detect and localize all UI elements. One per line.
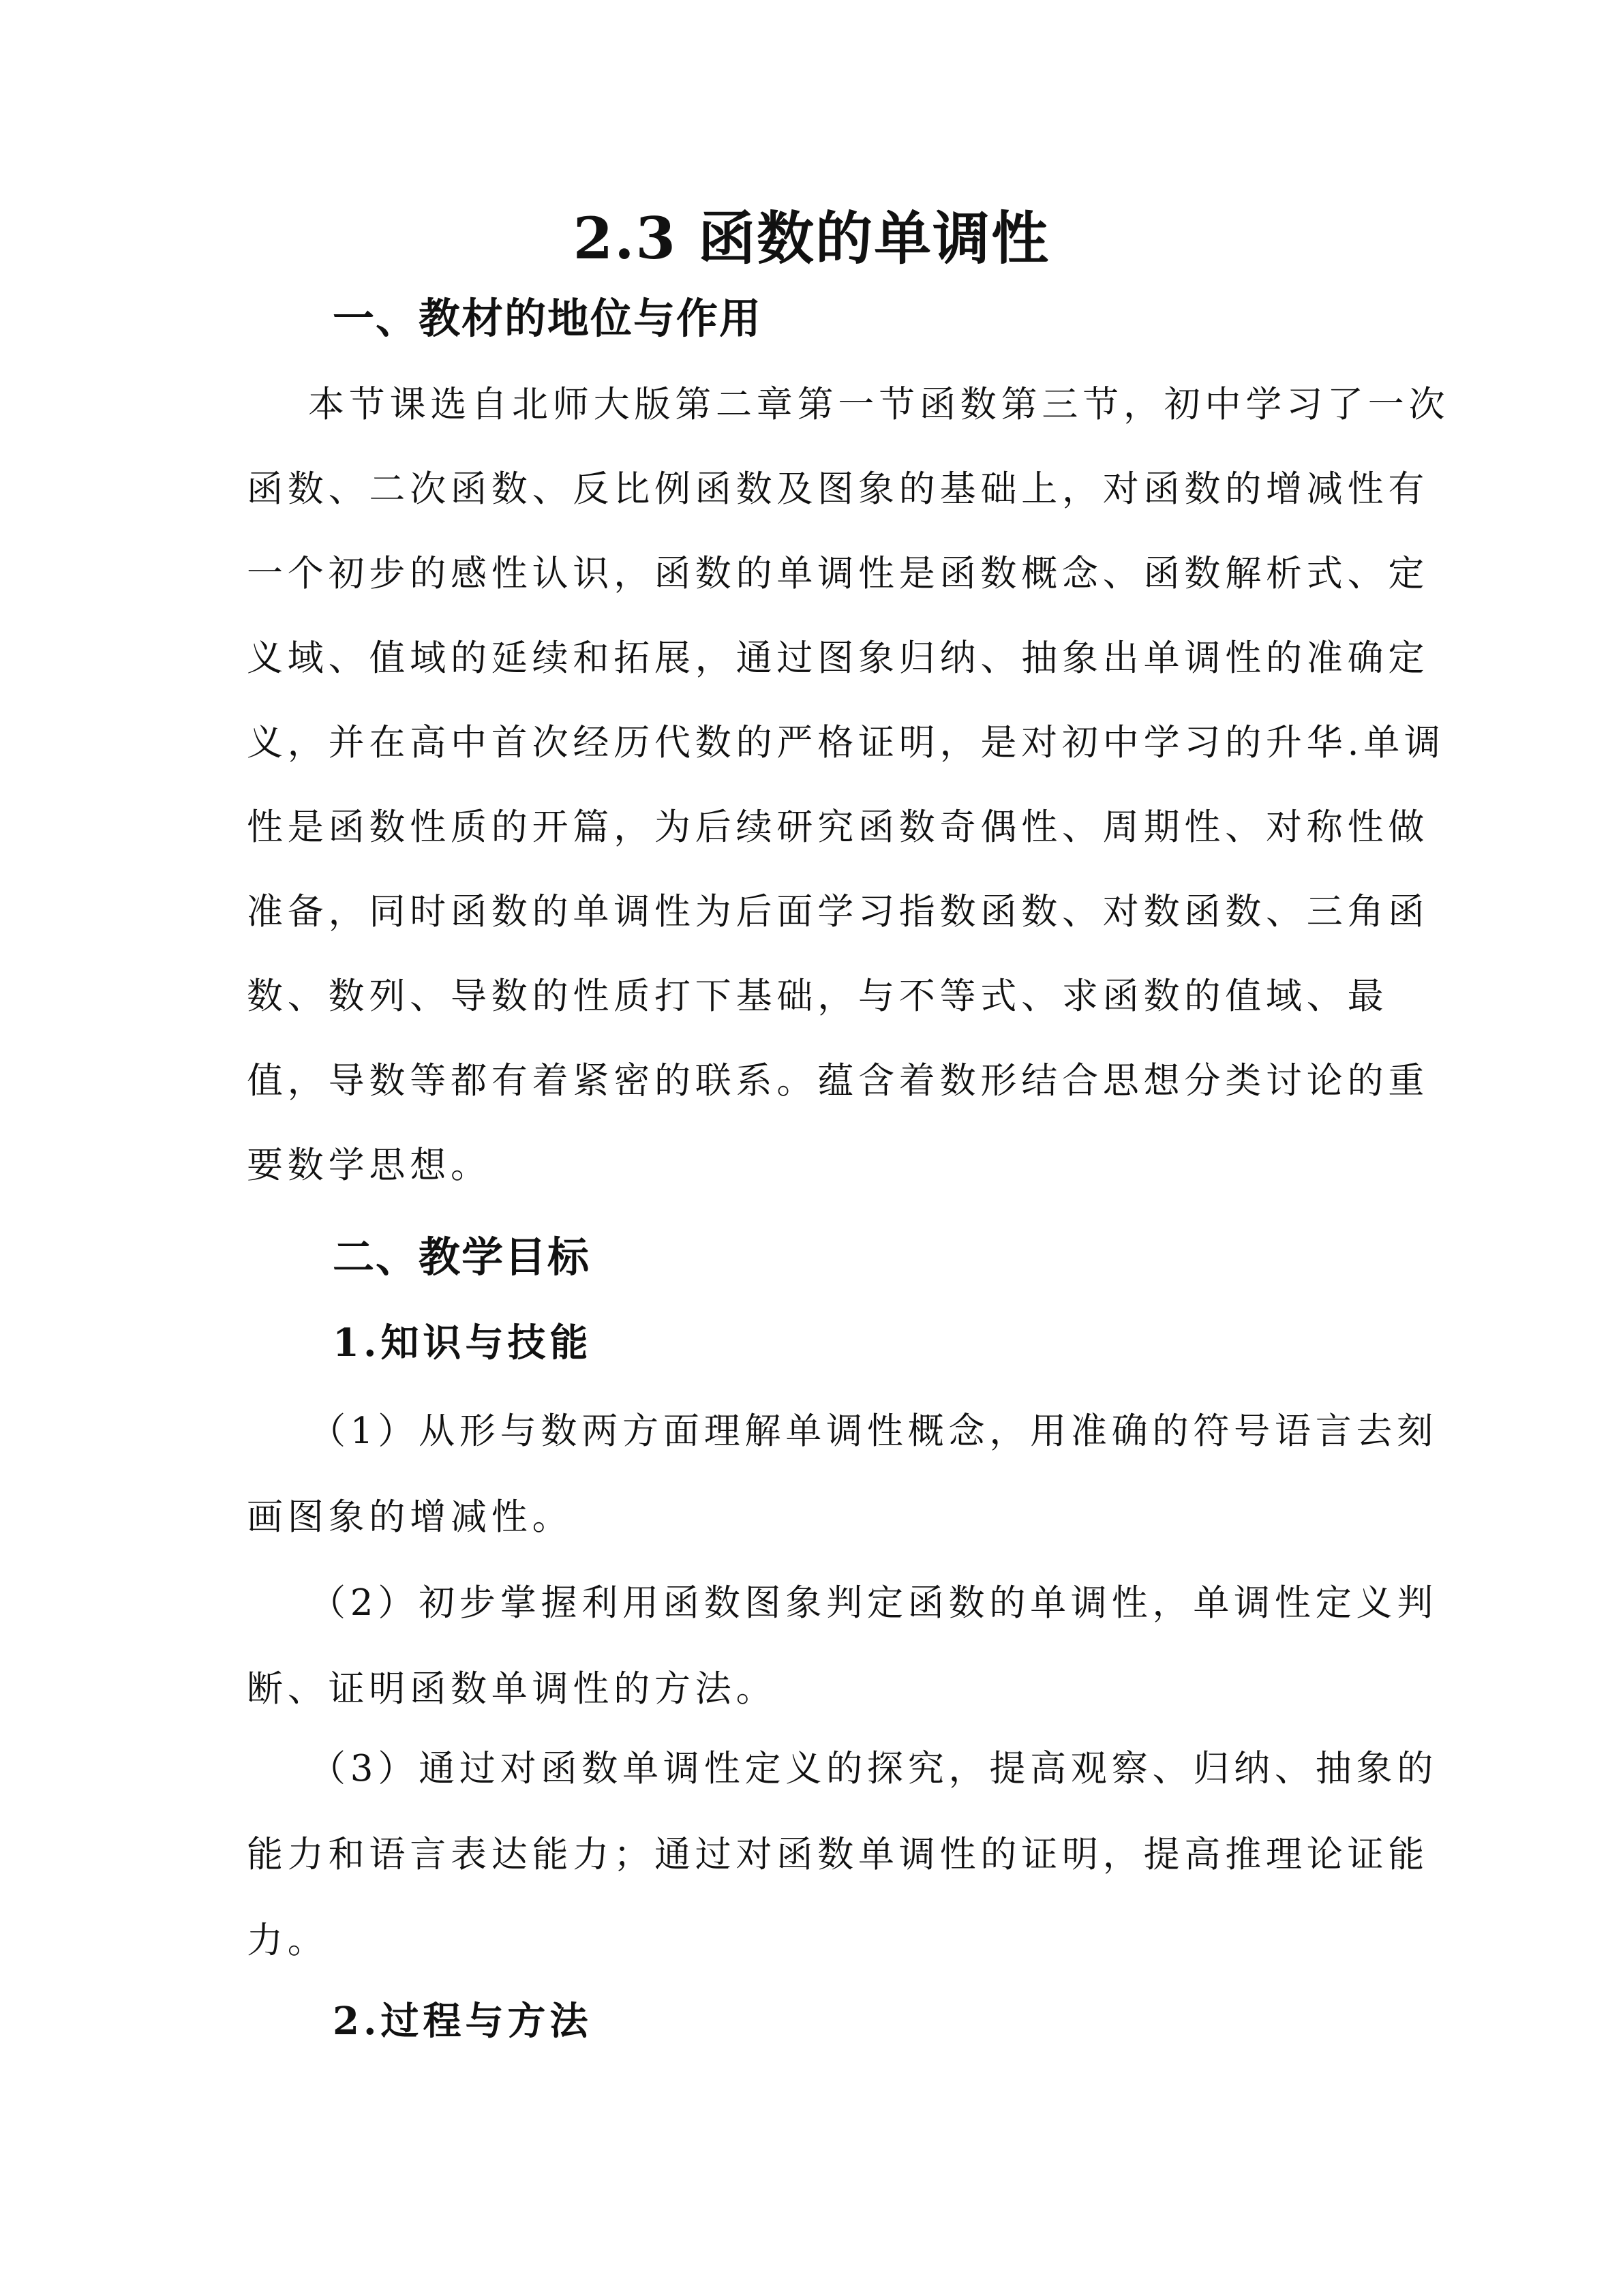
subheading-process-method: 2.过程与方法 bbox=[333, 1999, 592, 2044]
section-role-paragraph bbox=[247, 363, 1450, 1208]
section-heading-objectives: 二、教学目标 bbox=[333, 1233, 591, 1282]
paragraph-line: 数、数列、导数的性质打下基础，与不等式、求函数的值域、最 bbox=[247, 976, 1389, 1017]
paragraph-line: 要数学思想。 bbox=[247, 1145, 491, 1186]
paragraph-line: 能力和语言表达能力；通过对函数单调性的证明，提高推理论证能 bbox=[247, 1834, 1429, 1875]
paragraph-line: （1）从形与数两方面理解单调性概念，用准确的符号语言去刻 bbox=[309, 1410, 1438, 1452]
objective-item-2 bbox=[247, 1560, 1438, 1732]
paragraph-line: 函数、二次函数、反比例函数及图象的基础上，对函数的增减性有 bbox=[247, 468, 1429, 510]
subheading-knowledge-skills: 1.知识与技能 bbox=[333, 1320, 592, 1365]
paragraph-line: 画图象的增减性。 bbox=[247, 1496, 573, 1538]
objective-item-1 bbox=[247, 1389, 1438, 1560]
section-heading-role: 一、教材的地位与作用 bbox=[333, 294, 763, 343]
objective-item-3 bbox=[247, 1726, 1438, 1984]
paragraph-line: 一个初步的感性认识，函数的单调性是函数概念、函数解析式、定 bbox=[247, 553, 1429, 594]
paragraph-line: 义域、值域的延续和拓展，通过图象归纳、抽象出单调性的准确定 bbox=[247, 637, 1429, 679]
paragraph-line: （2）初步掌握利用函数图象判定函数的单调性，单调性定义判 bbox=[309, 1582, 1438, 1624]
document-title: 2.3 函数的单调性 bbox=[573, 205, 1050, 272]
paragraph-line: （3）通过对函数单调性定义的探究，提高观察、归纳、抽象的 bbox=[309, 1748, 1438, 1789]
paragraph-line: 本节课选自北师大版第二章第一节函数第三节，初中学习了一次 bbox=[308, 384, 1450, 425]
paragraph-line: 值，导数等都有着紧密的联系。蕴含着数形结合思想分类讨论的重 bbox=[247, 1060, 1429, 1102]
paragraph-line: 义，并在高中首次经历代数的严格证明，是对初中学习的升华.单调 bbox=[247, 722, 1445, 764]
paragraph-line: 断、证明函数单调性的方法。 bbox=[247, 1668, 777, 1710]
paragraph-line: 性是函数性质的开篇，为后续研究函数奇偶性、周期性、对称性做 bbox=[247, 806, 1429, 848]
paragraph-line: 准备，同时函数的单调性为后面学习指数函数、对数函数、三角函 bbox=[247, 891, 1429, 933]
paragraph-line: 力。 bbox=[247, 1920, 329, 1961]
